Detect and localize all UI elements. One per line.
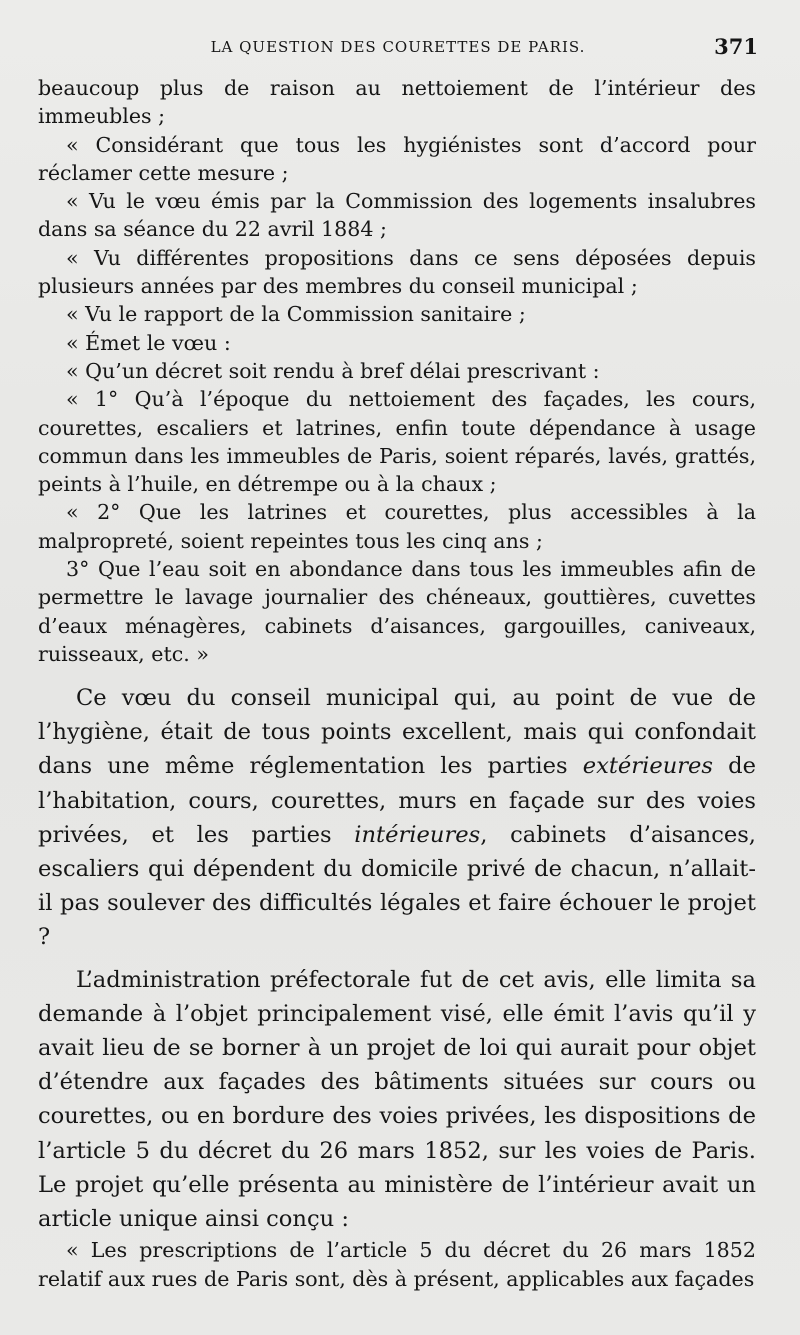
italic-term: extérieures <box>582 753 714 780</box>
paragraph <box>38 681 756 955</box>
quote-line: « Vu le rapport de la Commission sanitaire ; <box>66 302 526 327</box>
quote-line: « Vu le vœu émis par la Commission des logements insalubres dans sa séance du 22 avril 1884 ; <box>38 189 756 242</box>
quote-line: « Émet le vœu : <box>66 330 231 355</box>
quote-line: « Qu’un décret soit rendu à bref délai prescrivant : <box>66 358 600 383</box>
quote-line: « Les prescriptions de l’article 5 du décret du 26 mars 1852 relatif aux rues de Paris sont, dès à présent, applicables aux façades <box>38 1238 756 1291</box>
paragraph-text: de l’habitation, cours, courettes, murs en façade sur des voies privées, et les parties <box>38 753 756 848</box>
running-title: LA QUESTION DES COURETTES DE PARIS. <box>210 38 586 56</box>
quote-line: « 1° Qu’à l’époque du nettoiement des façades, les cours, courettes, escaliers et latrines, enfin toute dépendance à usage commun dans les immeubles de Paris, soient réparés, lavés, grattés, peints à l’huile, en détrempe ou à la chaux ; <box>38 387 756 497</box>
paragraph-text: , cabinets d’aisances, escaliers qui dépendent du domicile privé de chacun, n’allait-il pas soulever des difficultés légales et faire échouer le projet ? <box>38 821 756 951</box>
closing-quote <box>38 1236 756 1293</box>
paragraph: L’administration préfectorale fut de cet avis, elle limita sa demande à l’objet principalement visé, elle émit l’avis qu’il y avait lieu de se borner à un projet de loi qui aurait pour objet d’étendre aux façades des bâtiments situées sur cours ou courettes, ou en bordure des voies privées, les dispositions de l’article 5 du décret du 26 mars 1852, sur les voies de Paris. Le projet qu’elle présenta au ministère de l’intérieur avait un article unique ainsi conçu : <box>38 966 756 1233</box>
quoted-resolution <box>38 74 756 668</box>
page-number: 371 <box>714 34 758 59</box>
quote-line: « Considérant que tous les hygiénistes sont d’accord pour réclamer cette mesure ; <box>38 132 756 185</box>
quote-line: 3° Que l’eau soit en abondance dans tous les immeubles afin de permettre le lavage journalier des chéneaux, gouttières, cuvettes d’eaux ménagères, cabinets d’aisances, gargouilles, caniveaux, ruisseaux, etc. » <box>38 557 756 666</box>
quote-line: « 2° Que les latrines et courettes, plus accessibles à la malpropreté, soient repeintes tous les cinq ans ; <box>38 500 756 553</box>
italic-term: intérieures <box>354 821 481 848</box>
body-text <box>38 681 756 1236</box>
page-header <box>38 34 758 68</box>
quote-line: « Vu différentes propositions dans ce sens déposées depuis plusieurs années par des membres du conseil municipal ; <box>38 245 756 299</box>
paragraph-text: Ce vœu du conseil municipal qui, au point de vue de l’hygiène, était de tous points excellent, mais qui confondait dans une même réglementation les parties <box>38 685 756 780</box>
quote-line: beaucoup plus de raison au nettoiement de l’intérieur des immeubles ; <box>38 76 756 129</box>
